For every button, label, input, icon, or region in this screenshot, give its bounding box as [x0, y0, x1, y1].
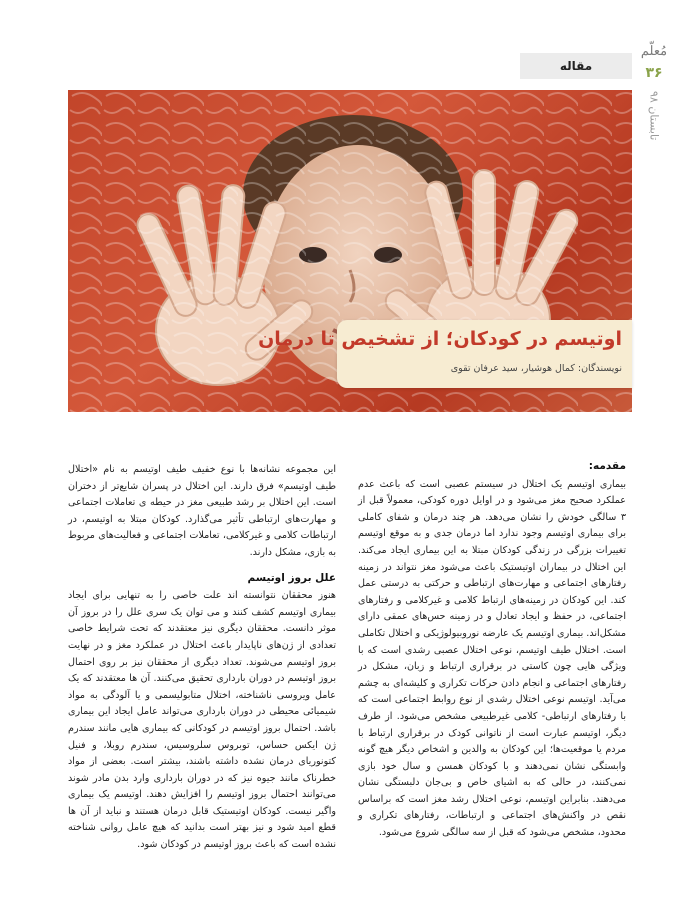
article-title: اوتیسم در کودکان؛ از تشخیص تا درمان: [258, 328, 622, 350]
causes-paragraph: هنوز محققان نتوانسته اند علت خاصی را به تنهایی برای ایجاد بیماری اوتیسم کشف کنند و می توان یک سری علل را در بروز آن موثر دانست. محققان دیگری نیز معتقدند که تحت شرایط خاصی تعدادی از ژن‌های ناپایدار باعث اختلال در عملکرد مغز و در نهایت بروز اوتیسم می‌شوند. تعداد دیگری از محققان نیز بر روی احتمال بروز اوتیسم در دوران بارداری تحقیق می‌کنند. آن ها معتقدند که یک عامل ویروسی ناشناخته، اختلال متابولیسمی و یا آلودگی به مواد شیمیائی محیطی در دوران بارداری می‌تواند عامل ایجاد این بیماری باشد. احتمال بروز اوتیسم در کودکانی که بیماری هایی مانند سندرم ژن ایکس حساس، توبروس سلروسیس، سندرم روبلا، و فنیل کتونوریای درمان نشده داشته باشند، بیشتر است. بعضی از مواد خطرناک مانند جیوه نیز که در دوران بارداری وارد بدن مادر شوند می‌توانند احتمال بروز اوتیسم را افزایش دهند. اوتیسم یک بیماری واگیر نیست. کودکان اوتیستیک قابل درمان هستند و نباید از آن ها قطع امید شود و نیز بهتر است بدانید که هیچ عامل روانی شناخته نشده است که باعث بروز اوتیسم در کودکان شود.: [68, 590, 336, 851]
causes-heading: علل بروز اوتیسم: [247, 571, 336, 584]
left-intro-paragraph: این مجموعه نشانه‌ها با نوع خفیف طیف اوتیسم به نام «اختلال طیف اوتیسم» فرق دارند. این اختلال در پسران شایع‌تر از دختران است. این اختلال بر رشد طبیعی مغز در حیطه ی تعاملات اجتماعی و مهارت‌های ارتباطی تأثیر می‌گذارد. کودکان مبتلا به اوتیسم، در ارتباطات کلامی و غیرکلامی، تعاملات اجتماعی و فعالیت‌های مربوط به بازی، مشکل دارند.: [68, 464, 336, 558]
page-side-tab: [634, 40, 674, 220]
right-column: [358, 458, 626, 842]
page-number: ۳۶: [645, 65, 663, 81]
intro-paragraph: بیماری اوتیسم یک اختلال در سیستم عصبی است که باعث عدم عملکرد صحیح مغز می‌شود و در اوایل دوره کودکی، معمولاً قبل از ۳ سالگی خودش را نشان می‌دهد. هر چند درمان و شفای کاملی برای بیماری اوتیسم وجود ندارد اما درمان جدی و به موقع اوتیسم تغییرات بزرگی در زندگی کودکان مبتلا به این بیماری ایجاد می‌کند. این اختلال در بیماران اوتیستیک باعث می‌شود مغز نتواند در زمینه رفتارهای اجتماعی و مهارت‌های ارتباطی و حرکتی به درستی عمل کند. این کودکان در زمینه‌های ارتباط کلامی و غیرکلامی و رفتارهای اجتماعی، در حفظ و ایجاد تعادل و در زمینه حس‌های عمقی دارای مشکل‌اند. بیماری اوتیسم یک عارضه نوروبیولوژیکی و اختلال تکاملی است. اختلال طیف اوتیسم، نوعی اختلال عصبی رشدی است که با ویژگی هایی چون کاستی در برقراری ارتباط و زبان، مشکل در رفتارهای اجتماعی و انجام دادن حرکات تکراری و کلیشه‌ای به چشم می‌آید. اوتیسم نوعی اختلال رشدی از نوع روابط اجتماعی است که با رفتارهای ارتباطی- کلامی غیرطبیعی مشخص می‌شود. از طرف دیگر، اوتیسم عبارت است از ناتوانی کودک در برقراری ارتباط با مردم یا موقعیت‌ها؛ این کودکان به والدین و اشخاص دیگر هیچ گونه وابستگی نشان نمی‌دهند و با کودکان همسن و سال خود بازی نمی‌کنند، در حالی که به اشیای خاص و بی‌جان دلبستگی نشان می‌دهند. بنابراین اوتیسم، نوعی اختلال رشد مغز است که براساس نقص در واکنش‌های اجتماعی و ارتباطات، رفتارهای تکراری و محدود، مشخص می‌شود که قبل از سه سالگی شروع می‌شود.: [358, 478, 626, 839]
magazine-logo: مُعلّم: [640, 44, 668, 59]
author-line: نویسندگان: کمال هوشیار، سید عرفان تقوی: [450, 363, 622, 374]
section-label: مقاله: [559, 59, 593, 73]
title-box: [258, 320, 632, 388]
issue-label: تابستان ۹۸: [647, 91, 661, 141]
intro-heading: مقدمه:: [588, 460, 626, 472]
left-column: [68, 462, 336, 854]
